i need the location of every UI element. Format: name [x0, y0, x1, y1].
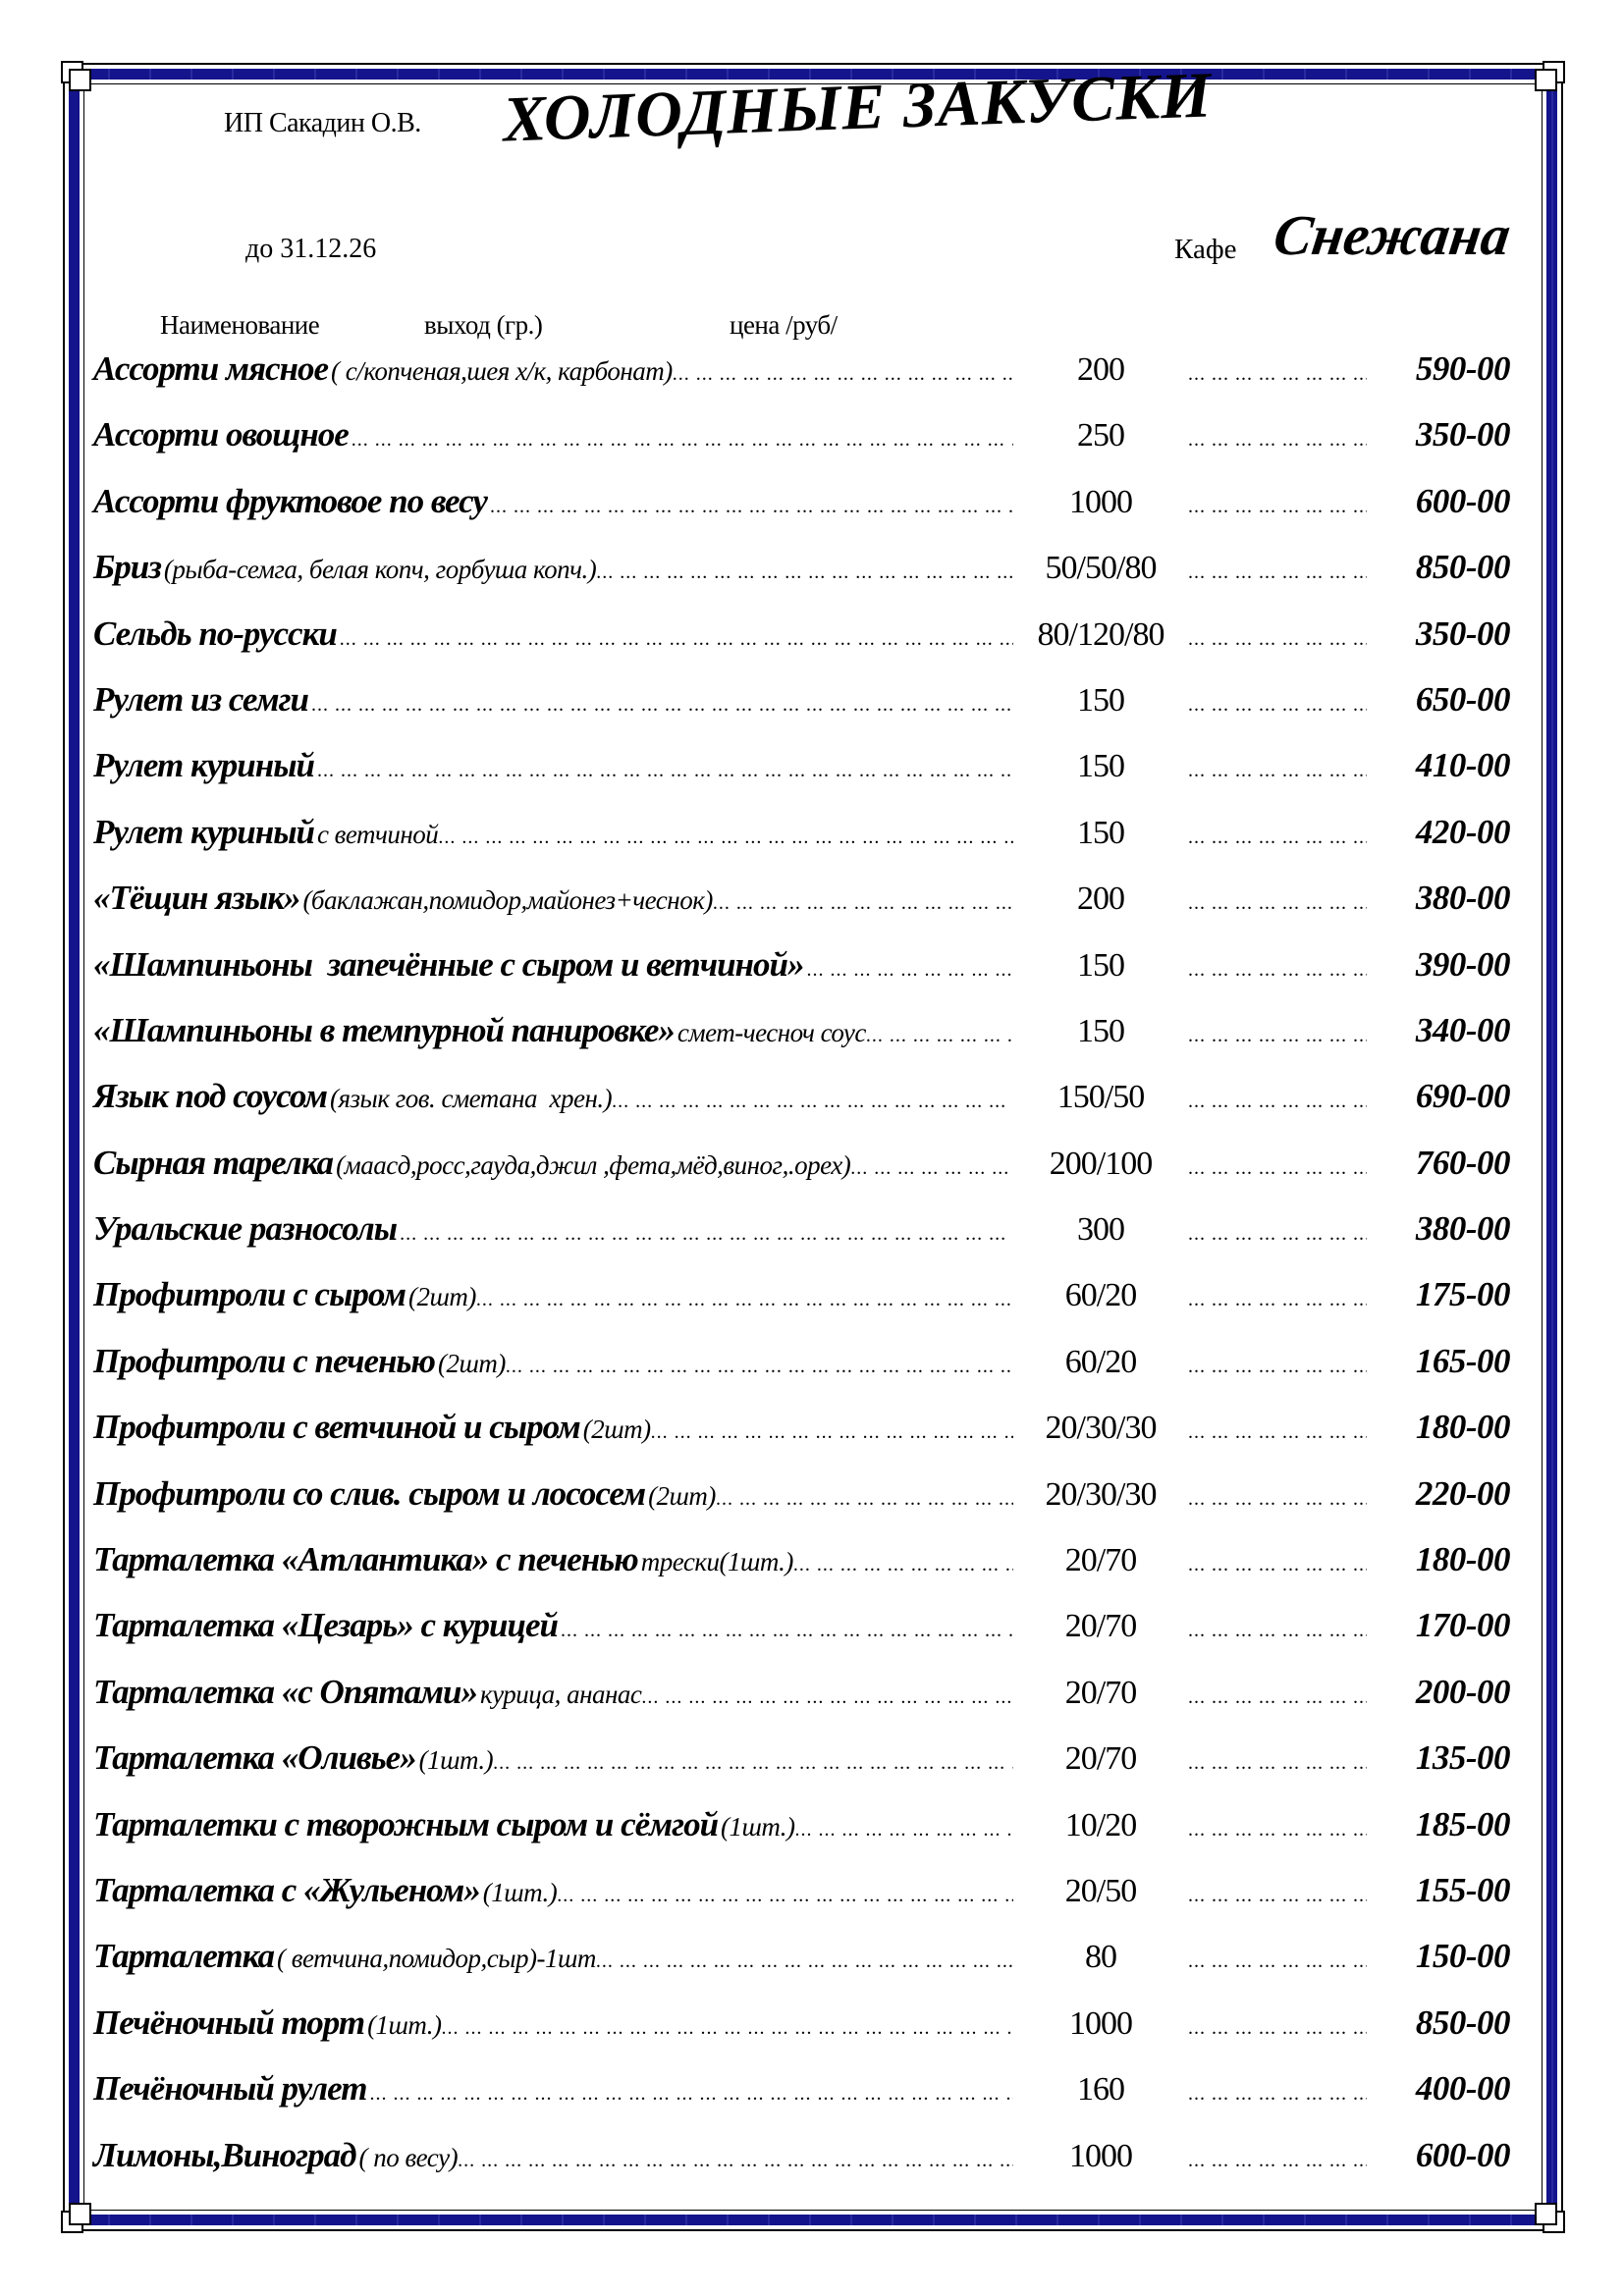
item-description: (1шт.)	[367, 2009, 442, 2040]
dot-leader	[1188, 429, 1367, 452]
item-description: курица, ананас	[479, 1679, 642, 1709]
item-name: Тарталетка «с Опятами»	[93, 1672, 477, 1711]
dot-leader	[1188, 1819, 1367, 1842]
item-price: 760-00	[1415, 1143, 1510, 1182]
menu-item-row	[93, 945, 1510, 1011]
item-name: Рулет куриный	[93, 812, 314, 851]
item-price: 185-00	[1415, 1804, 1510, 1843]
item-price: 380-00	[1415, 1209, 1510, 1249]
corner-ornament	[1535, 69, 1557, 91]
item-price: 150-00	[1415, 1937, 1510, 1976]
dot-leader	[1188, 760, 1367, 782]
item-description: (2шт)	[408, 1282, 476, 1312]
dot-leader	[713, 892, 1013, 915]
dot-leader	[311, 694, 1013, 717]
dot-leader	[1188, 363, 1367, 386]
dot-leader	[1188, 1554, 1367, 1576]
item-name: Язык под соусом	[93, 1077, 327, 1116]
dot-leader	[806, 959, 1013, 982]
item-price: 170-00	[1415, 1606, 1510, 1645]
dot-leader	[850, 1157, 1013, 1180]
dot-leader	[1188, 1289, 1367, 1311]
item-weight: 1000	[1069, 2137, 1132, 2174]
item-price: 350-00	[1415, 614, 1510, 653]
dot-leader	[1188, 1620, 1367, 1642]
dot-leader	[1188, 1752, 1367, 1775]
item-description: ( с/копченая,шея х/к, карбонат)	[331, 356, 673, 386]
menu-item-row	[93, 1606, 1510, 1672]
item-name: Печёночный торт	[93, 2002, 365, 2042]
corner-ornament	[69, 69, 91, 91]
dot-leader	[641, 1686, 1013, 1709]
item-description: (2шт)	[437, 1348, 506, 1378]
item-description: (маасд,росс,гауда,джил ,фета,мёд,виног,.орех)	[336, 1149, 851, 1180]
item-weight: 50/50/80	[1045, 550, 1157, 587]
dot-leader	[557, 1885, 1013, 1907]
dot-leader	[612, 1091, 1013, 1113]
item-name: Ассорти овощное	[93, 415, 349, 454]
dot-leader	[506, 1356, 1013, 1378]
dot-leader	[596, 561, 1013, 584]
item-price: 380-00	[1415, 879, 1510, 918]
item-description: с ветчиной	[316, 819, 439, 849]
item-price: 600-00	[1415, 481, 1510, 520]
menu-item-row	[93, 1937, 1510, 2002]
item-name: Лимоны,Виноград	[93, 2135, 356, 2174]
dot-leader	[1188, 1885, 1367, 1907]
item-name: Рулет из семги	[93, 679, 308, 719]
item-name: Бриз	[93, 548, 161, 587]
dot-leader	[1188, 628, 1367, 651]
item-price: 180-00	[1415, 1540, 1510, 1579]
dot-leader	[651, 1421, 1013, 1444]
menu-item-row	[93, 680, 1510, 746]
menu-item-row	[93, 1144, 1510, 1209]
item-name: «Тёщин язык»	[93, 879, 300, 918]
column-header-name: Наименование	[160, 310, 320, 340]
dot-leader	[1188, 2083, 1367, 2106]
item-weight: 20/70	[1064, 1674, 1137, 1711]
dot-leader	[352, 429, 1013, 452]
menu-item-row	[93, 1540, 1510, 1606]
dot-leader	[561, 1620, 1013, 1642]
item-description: трески(1шт.)	[640, 1547, 793, 1577]
dot-leader	[442, 2017, 1013, 2040]
dot-leader	[493, 1752, 1013, 1775]
item-weight: 80	[1085, 1939, 1116, 1976]
item-price: 390-00	[1415, 944, 1510, 984]
item-name: Ассорти фруктовое по весу	[93, 481, 487, 520]
item-price: 400-00	[1415, 2069, 1510, 2109]
menu-item-row	[93, 548, 1510, 614]
menu-item-row	[93, 1077, 1510, 1143]
dot-leader	[1188, 496, 1367, 518]
item-price: 410-00	[1415, 746, 1510, 785]
item-weight: 60/20	[1064, 1343, 1137, 1380]
valid-until-date: до 31.12.26	[245, 234, 377, 264]
item-name: Тарталетка	[93, 1937, 275, 1976]
item-weight: 10/20	[1064, 1806, 1137, 1843]
menu-item-row	[93, 1342, 1510, 1408]
menu-item-row	[93, 1209, 1510, 1275]
item-weight: 20/70	[1064, 1608, 1137, 1645]
item-name: Профитроли с сыром	[93, 1275, 406, 1314]
item-name: Профитроли со слив. сыром и лососем	[93, 1473, 646, 1513]
column-header-price: цена /руб/	[730, 310, 838, 340]
corner-ornament	[1535, 2203, 1557, 2225]
item-weight: 1000	[1069, 2004, 1132, 2042]
item-price: 135-00	[1415, 1738, 1510, 1778]
vendor-name: ИП Сакадин О.В.	[224, 108, 421, 138]
dot-leader	[1188, 1025, 1367, 1047]
item-weight: 150	[1077, 814, 1124, 851]
item-price: 420-00	[1415, 812, 1510, 851]
item-description: (2шт)	[648, 1480, 716, 1511]
item-name: Ассорти мясное	[93, 349, 328, 388]
item-weight: 80/120/80	[1037, 615, 1164, 653]
dot-leader	[716, 1488, 1013, 1511]
item-name: Профитроли с ветчиной и сыром	[93, 1408, 580, 1447]
item-price: 220-00	[1415, 1473, 1510, 1513]
item-description: (язык гов. сметана хрен.)	[329, 1084, 613, 1114]
item-description: (1шт.)	[482, 1877, 558, 1907]
item-weight: 60/20	[1064, 1277, 1137, 1314]
item-weight: 150	[1077, 681, 1124, 719]
item-weight: 20/50	[1064, 1872, 1137, 1909]
cafe-name: Снежана	[1270, 203, 1515, 267]
dot-leader	[793, 1554, 1013, 1576]
item-price: 350-00	[1415, 415, 1510, 454]
dot-leader	[1188, 1091, 1367, 1113]
menu-item-row	[93, 2003, 1510, 2069]
dot-leader	[1188, 1950, 1367, 1973]
menu-item-row	[93, 879, 1510, 944]
item-description: (рыба-семга, белая копч, горбуша копч.)	[163, 555, 597, 585]
item-description: ( по весу)	[358, 2142, 459, 2172]
dot-leader	[1188, 1223, 1367, 1246]
dot-leader	[1188, 561, 1367, 584]
dot-leader	[1188, 959, 1367, 982]
cafe-label: Кафе	[1174, 234, 1237, 265]
item-price: 165-00	[1415, 1341, 1510, 1380]
item-name: Тарталетка с «Жульеном»	[93, 1870, 480, 1909]
menu-item-row	[93, 813, 1510, 879]
menu-item-row	[93, 349, 1510, 415]
item-name: Сельдь по-русски	[93, 614, 337, 653]
dot-leader	[490, 496, 1013, 518]
dot-leader	[340, 628, 1013, 651]
dot-leader	[1188, 1488, 1367, 1511]
dot-leader	[795, 1819, 1014, 1842]
dot-leader	[1188, 1421, 1367, 1444]
item-weight: 20/30/30	[1045, 1410, 1157, 1447]
page-title: ХОЛОДНЫЕ ЗАКУСКИ	[501, 59, 1214, 156]
item-price: 850-00	[1415, 548, 1510, 587]
menu-item-row	[93, 1871, 1510, 1937]
dot-leader	[596, 1950, 1013, 1973]
menu-item-row	[93, 1673, 1510, 1738]
item-name: Профитроли с печенью	[93, 1341, 435, 1380]
menu-item-row	[93, 746, 1510, 812]
dot-leader	[476, 1289, 1013, 1311]
item-weight: 150	[1077, 946, 1124, 984]
dot-leader	[1188, 1356, 1367, 1378]
item-weight: 250	[1077, 417, 1124, 454]
item-price: 690-00	[1415, 1077, 1510, 1116]
corner-ornament	[69, 2203, 91, 2225]
item-weight: 150	[1077, 1012, 1124, 1049]
item-weight: 200	[1077, 351, 1124, 388]
dot-leader	[673, 363, 1013, 386]
column-header-weight: выход (гр.)	[424, 310, 543, 340]
item-weight: 1000	[1069, 483, 1132, 520]
item-price: 850-00	[1415, 2002, 1510, 2042]
item-price: 590-00	[1415, 349, 1510, 388]
menu-item-row	[93, 614, 1510, 680]
item-weight: 20/30/30	[1045, 1475, 1157, 1513]
item-name: «Шампиньоны запечённые с сыром и ветчиной»	[93, 944, 804, 984]
item-price: 155-00	[1415, 1870, 1510, 1909]
item-description: ( ветчина,помидор,сыр)-1шт	[277, 1944, 596, 1974]
dot-leader	[317, 760, 1013, 782]
dot-leader	[1188, 827, 1367, 849]
item-name: «Шампиньоны в темпурной панировке»	[93, 1010, 675, 1049]
menu-item-row	[93, 482, 1510, 548]
menu-item-row	[93, 415, 1510, 481]
menu-list	[93, 349, 1510, 2202]
item-price: 650-00	[1415, 679, 1510, 719]
dot-leader	[438, 827, 1013, 849]
menu-item-row	[93, 1011, 1510, 1077]
dot-leader	[369, 2083, 1013, 2106]
item-name: Тарталетки с творожным сыром и сёмгой	[93, 1804, 719, 1843]
item-name: Печёночный рулет	[93, 2069, 367, 2109]
item-description: (баклажан,помидор,майонез+чеснок)	[302, 885, 713, 916]
dot-leader	[1188, 2150, 1367, 2172]
item-weight: 200	[1077, 881, 1124, 918]
item-price: 175-00	[1415, 1275, 1510, 1314]
item-weight: 300	[1077, 1211, 1124, 1249]
dot-leader	[1188, 1157, 1367, 1180]
dot-leader	[1188, 1686, 1367, 1709]
dot-leader	[1188, 892, 1367, 915]
dot-leader	[400, 1223, 1013, 1246]
item-price: 600-00	[1415, 2135, 1510, 2174]
item-weight: 150	[1077, 748, 1124, 785]
menu-item-row	[93, 1408, 1510, 1473]
item-weight: 160	[1077, 2071, 1124, 2109]
menu-item-row	[93, 1805, 1510, 1871]
item-price: 180-00	[1415, 1408, 1510, 1447]
menu-item-row	[93, 2069, 1510, 2135]
item-weight: 150/50	[1056, 1079, 1145, 1116]
menu-item-row	[93, 1474, 1510, 1540]
item-description: (1шт.)	[721, 1811, 795, 1842]
item-name: Сырная тарелка	[93, 1143, 334, 1182]
item-price: 340-00	[1415, 1010, 1510, 1049]
item-name: Тарталетка «Оливье»	[93, 1738, 416, 1778]
dot-leader	[866, 1025, 1013, 1047]
item-name: Уральские разносолы	[93, 1209, 398, 1249]
item-name: Тарталетка «Атлантика» с печенью	[93, 1540, 638, 1579]
dot-leader	[1188, 694, 1367, 717]
item-weight: 20/70	[1064, 1542, 1137, 1579]
item-price: 200-00	[1415, 1672, 1510, 1711]
item-description: (2шт)	[582, 1415, 651, 1445]
menu-item-row	[93, 1275, 1510, 1341]
dot-leader	[1188, 2017, 1367, 2040]
item-description: смет-чесноч соус	[677, 1017, 866, 1047]
menu-item-row	[93, 1738, 1510, 1804]
item-name: Тарталетка «Цезарь» с курицей	[93, 1606, 558, 1645]
dot-leader	[458, 2150, 1013, 2172]
item-name: Рулет куриный	[93, 746, 314, 785]
item-weight: 20/70	[1064, 1740, 1137, 1778]
item-description: (1шт.)	[418, 1745, 494, 1776]
item-weight: 200/100	[1049, 1145, 1153, 1182]
menu-item-row	[93, 2136, 1510, 2202]
